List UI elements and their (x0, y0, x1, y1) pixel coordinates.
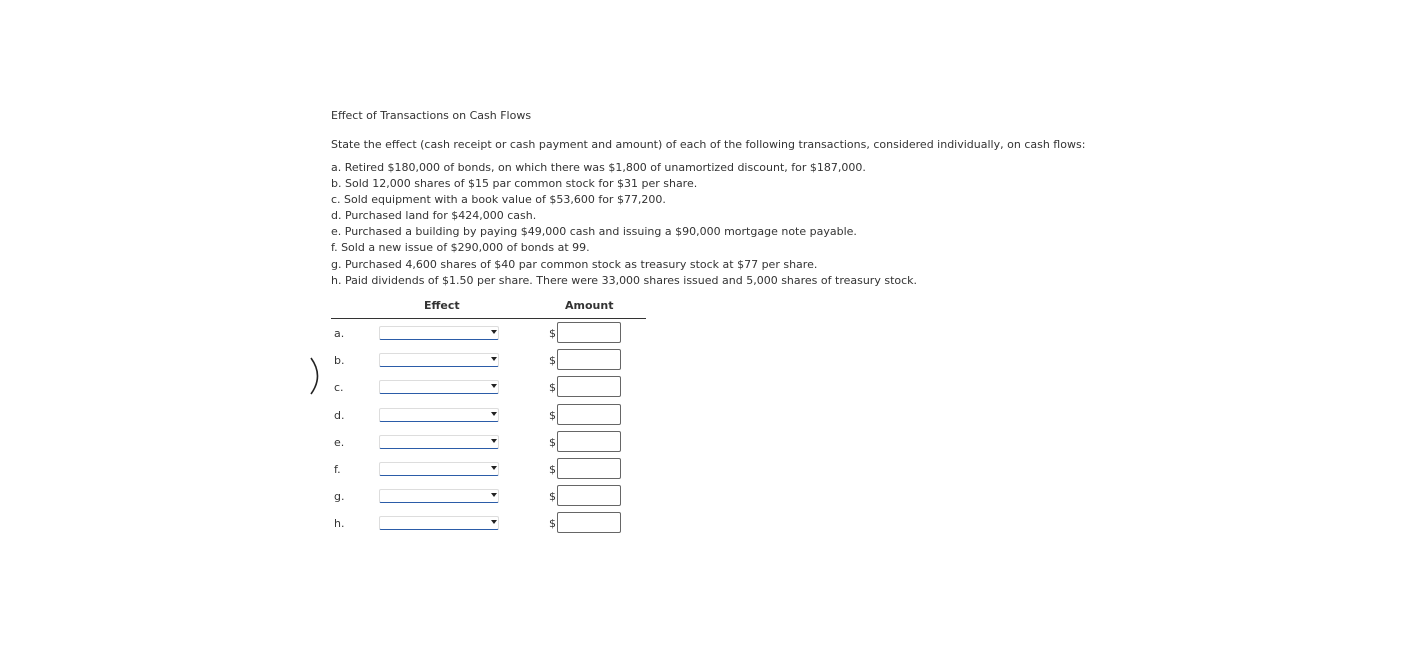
currency-symbol: $ (549, 408, 556, 422)
effect-dropdown-h[interactable] (379, 516, 499, 530)
row-label: f. (334, 462, 341, 476)
question-content (331, 108, 1371, 289)
effect-dropdown-b[interactable] (379, 353, 499, 367)
chevron-down-icon (491, 357, 497, 361)
row-label: e. (334, 435, 345, 449)
transaction-item: c. Sold equipment with a book value of $53,600 for $77,200. (331, 193, 666, 207)
answer-row-h (331, 509, 646, 536)
answer-row-b (331, 346, 646, 373)
effect-dropdown-d[interactable] (379, 408, 499, 422)
answer-row-f (331, 455, 646, 482)
currency-symbol: $ (549, 462, 556, 476)
transaction-item: g. Purchased 4,600 shares of $40 par common stock as treasury stock at $77 per share. (331, 257, 818, 271)
amount-input-c[interactable] (557, 376, 621, 397)
answer-table-header (331, 296, 646, 319)
currency-symbol: $ (549, 327, 556, 340)
question-title: Effect of Transactions on Cash Flows (331, 109, 532, 122)
answer-row-d (331, 401, 646, 428)
transaction-item: e. Purchased a building by paying $49,000 cash and issuing a $90,000 mortgage note payable. (331, 225, 857, 239)
transaction-item: f. Sold a new issue of $290,000 of bonds at 99. (331, 241, 590, 255)
currency-symbol: $ (549, 435, 556, 449)
question-instruction: State the effect (cash receipt or cash payment and amount) of each of the following transactions, considered individually, on cash flows: (331, 138, 1086, 151)
chevron-down-icon (491, 384, 497, 388)
transaction-item: a. Retired $180,000 of bonds, on which there was $1,800 of unamortized discount, for $187,000. (331, 161, 866, 174)
chevron-down-icon (491, 439, 497, 443)
answer-row-e (331, 428, 646, 455)
row-label: a. (334, 327, 345, 340)
effect-dropdown-g[interactable] (379, 489, 499, 503)
parenthesis-icon (306, 356, 326, 396)
amount-input-g[interactable] (557, 485, 621, 506)
answer-table (331, 296, 646, 537)
row-label: c. (334, 381, 344, 395)
effect-dropdown-c[interactable] (379, 380, 499, 394)
transaction-item: h. Paid dividends of $1.50 per share. There were 33,000 shares issued and 5,000 shares of treasury stock. (331, 273, 918, 287)
chevron-down-icon (491, 330, 497, 334)
amount-input-a[interactable] (557, 322, 621, 343)
amount-input-f[interactable] (557, 458, 621, 479)
amount-input-h[interactable] (557, 512, 621, 533)
effect-dropdown-a[interactable] (379, 326, 499, 340)
transaction-list (331, 160, 1371, 289)
amount-input-b[interactable] (557, 349, 621, 370)
row-label: d. (334, 408, 345, 422)
row-label: g. (334, 490, 345, 504)
chevron-down-icon (491, 412, 497, 416)
currency-symbol: $ (549, 354, 556, 368)
answer-row-g (331, 482, 646, 509)
answer-row-a (331, 319, 646, 346)
row-label: b. (334, 354, 345, 368)
amount-column-header: Amount (565, 299, 614, 312)
currency-symbol: $ (549, 490, 556, 504)
row-label: h. (334, 517, 345, 531)
chevron-down-icon (491, 520, 497, 524)
answer-row-c (331, 373, 646, 400)
transaction-item: b. Sold 12,000 shares of $15 par common stock for $31 per share. (331, 177, 698, 191)
amount-input-e[interactable] (557, 431, 621, 452)
currency-symbol: $ (549, 381, 556, 395)
effect-dropdown-f[interactable] (379, 462, 499, 476)
transaction-item: d. Purchased land for $424,000 cash. (331, 209, 537, 223)
currency-symbol: $ (549, 517, 556, 531)
effect-column-header: Effect (424, 299, 460, 312)
chevron-down-icon (491, 493, 497, 497)
amount-input-d[interactable] (557, 404, 621, 425)
effect-dropdown-e[interactable] (379, 435, 499, 449)
chevron-down-icon (491, 466, 497, 470)
